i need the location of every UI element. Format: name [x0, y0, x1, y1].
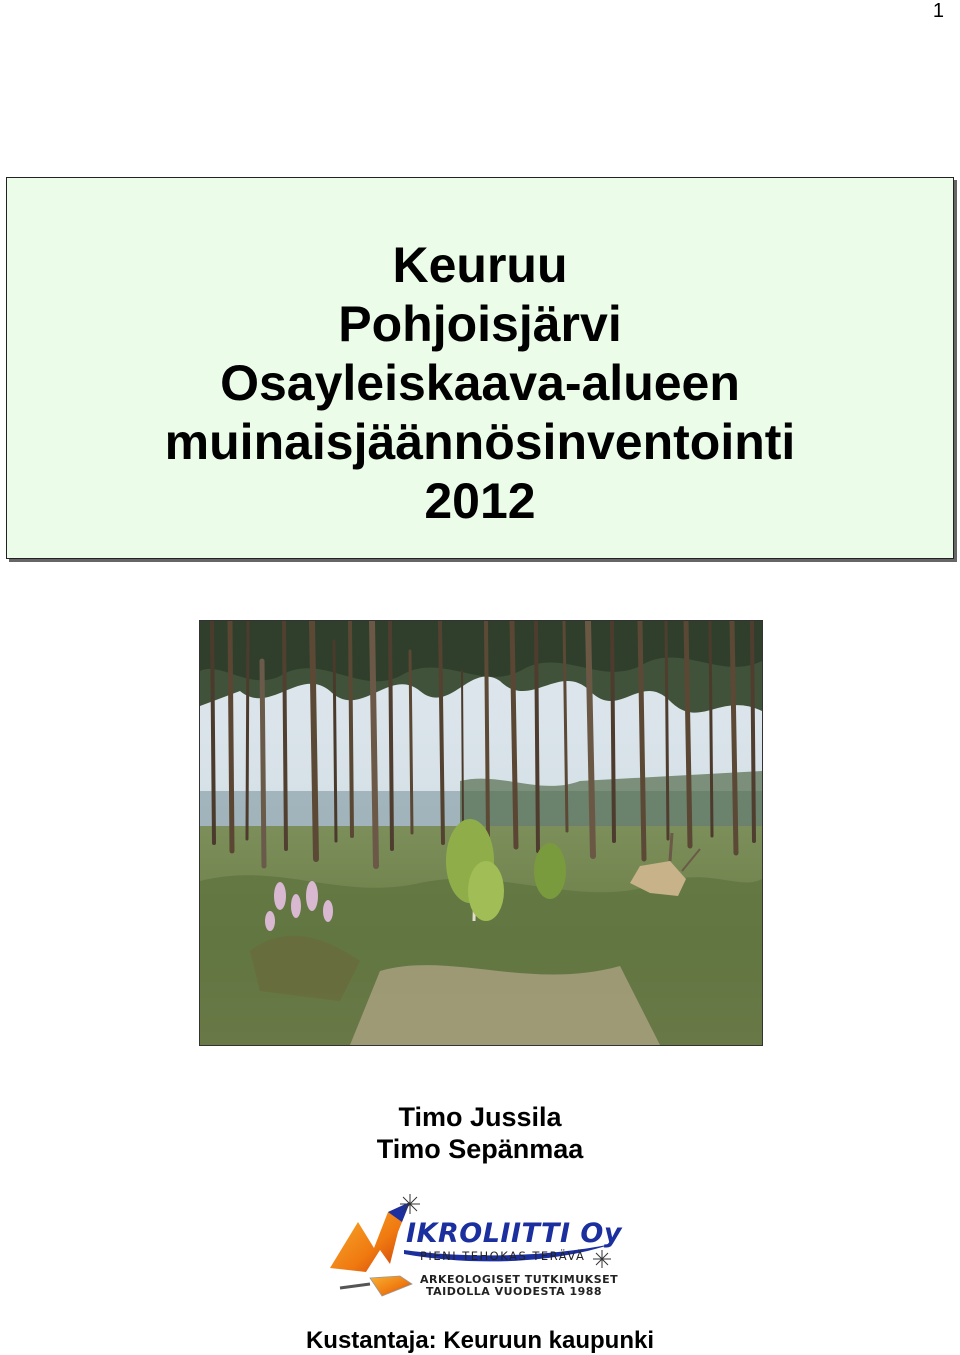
logo-tagline: PIENI TEHOKAS TERÄVÄ [420, 1249, 586, 1263]
title-line: Keuruu [392, 237, 568, 293]
author-name: Timo Sepänmaa [376, 1134, 584, 1164]
title-box [6, 177, 954, 559]
title-line: Osayleiskaava-alueen [220, 355, 740, 411]
logo-subtitle-line: ARKEOLOGISET TUTKIMUKSET [420, 1273, 619, 1286]
authors [0, 1101, 960, 1165]
title-line: muinaisjäännösinventointi [164, 414, 796, 470]
logo-subtitle-line: TAIDOLLA VUODESTA 1988 [426, 1285, 603, 1298]
cover-photo [199, 620, 763, 1046]
author-name: Timo Jussila [398, 1102, 562, 1132]
title-line: Pohjoisjärvi [338, 296, 622, 352]
title-line: 2012 [424, 473, 536, 529]
report-title [7, 236, 953, 531]
logo-brand: IKROLIITTI Oy [406, 1218, 622, 1249]
page-number: 1 [932, 0, 944, 22]
company-logo [322, 1192, 638, 1304]
publisher: Kustantaja: Keuruun kaupunki [305, 1327, 655, 1354]
